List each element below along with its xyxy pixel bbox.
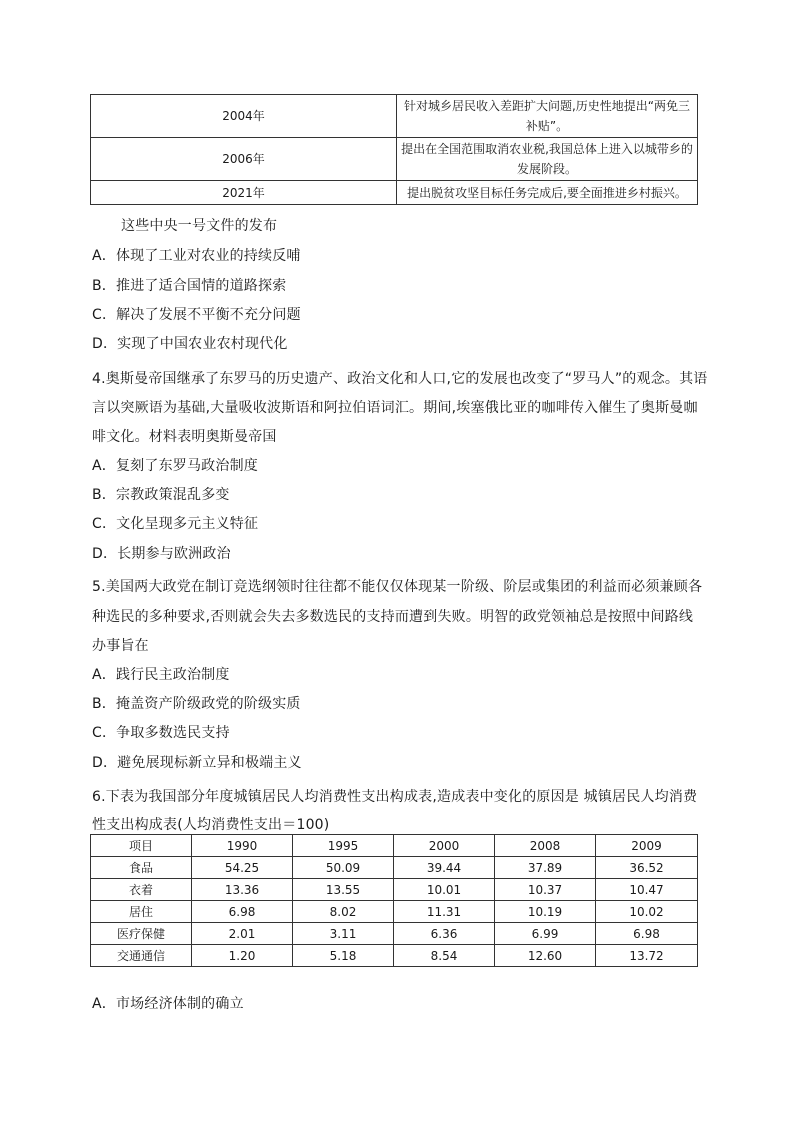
description-cell: 针对城乡居民收入差距扩大问题,历史性地提出“两免三补贴”。	[397, 95, 698, 138]
table-cell: 10.02	[596, 901, 698, 923]
q5-option-d: D．避免展现标新立异和极端主义	[92, 755, 302, 771]
table-cell: 食品	[91, 857, 192, 879]
table-cell: 10.19	[495, 901, 596, 923]
q5-stem-line: 种选民的多种要求,否则就会失去多数选民的支持而遭到失败。明智的政党领袖总是按照中间路线	[92, 609, 694, 625]
q3-option-c: C．解决了发展不平衡不充分问题	[92, 307, 301, 323]
q4-option-c: C．文化呈现多元主义特征	[92, 516, 259, 532]
table-cell: 50.09	[293, 857, 394, 879]
table-cell: 13.36	[192, 879, 293, 901]
table-cell: 6.98	[596, 923, 698, 945]
table-cell: 医疗保健	[91, 923, 192, 945]
q4-stem-line: 言以突厥语为基础,大量吸收波斯语和阿拉伯语词汇。期间,埃塞俄比亚的咖啡传入催生了奥斯曼咖	[92, 400, 698, 416]
header-cell: 1995	[293, 835, 394, 857]
q4-stem-line: 啡文化。材料表明奥斯曼帝国	[92, 429, 277, 445]
table-cell: 3.11	[293, 923, 394, 945]
year-cell: 2004年	[91, 95, 397, 138]
table-cell: 2.01	[192, 923, 293, 945]
q4-option-b: B．宗教政策混乱多变	[92, 487, 230, 503]
header-cell: 项目	[91, 835, 192, 857]
table-cell: 6.99	[495, 923, 596, 945]
table-header-row	[91, 835, 698, 857]
q5-option-c: C．争取多数选民支持	[92, 725, 230, 741]
q4-option-d: D．长期参与欧洲政治	[92, 546, 231, 562]
header-cell: 1990	[192, 835, 293, 857]
table-cell: 10.37	[495, 879, 596, 901]
table-cell: 39.44	[394, 857, 495, 879]
q6-stem-line: 6.下表为我国部分年度城镇居民人均消费性支出构成表,造成表中变化的原因是 城镇居民人均消费	[92, 789, 698, 805]
table-cell: 54.25	[192, 857, 293, 879]
description-cell: 提出脱贫攻坚目标任务完成后,要全面推进乡村振兴。	[397, 181, 698, 205]
table-row	[91, 95, 698, 138]
table-cell: 8.54	[394, 945, 495, 967]
header-cell: 2000	[394, 835, 495, 857]
table-cell: 居住	[91, 901, 192, 923]
year-cell: 2021年	[91, 181, 397, 205]
q3-option-d: D．实现了中国农业农村现代化	[92, 336, 288, 352]
table-cell: 37.89	[495, 857, 596, 879]
policy-timeline-table	[90, 94, 698, 205]
question-3-stem: 这些中央一号文件的发布	[121, 218, 278, 234]
q5-option-a: A．践行民主政治制度	[92, 667, 230, 683]
description-cell: 提出在全国范围取消农业税,我国总体上进入以城带乡的发展阶段。	[397, 138, 698, 181]
q5-stem-line: 办事旨在	[92, 638, 149, 654]
table-cell: 6.98	[192, 901, 293, 923]
table-cell: 8.02	[293, 901, 394, 923]
consumption-table	[90, 834, 698, 967]
table-cell: 13.55	[293, 879, 394, 901]
table-cell: 衣着	[91, 879, 192, 901]
table-row	[91, 857, 698, 879]
table-row	[91, 879, 698, 901]
table-cell: 36.52	[596, 857, 698, 879]
table-cell: 10.47	[596, 879, 698, 901]
table-row	[91, 923, 698, 945]
year-cell: 2006年	[91, 138, 397, 181]
q5-option-b: B．掩盖资产阶级政党的阶级实质	[92, 696, 301, 712]
q5-stem-line: 5.美国两大政党在制订竞选纲领时往往都不能仅仅体现某一阶级、阶层或集团的利益而必须兼顾各	[92, 579, 703, 595]
header-cell: 2008	[495, 835, 596, 857]
table-row	[91, 945, 698, 967]
q3-option-b: B．推进了适合国情的道路探索	[92, 278, 287, 294]
table-row	[91, 138, 698, 181]
table-cell: 交通通信	[91, 945, 192, 967]
q6-option-a: A．市场经济体制的确立	[92, 996, 244, 1012]
q4-stem-line: 4.奥斯曼帝国继承了东罗马的历史遗产、政治文化和人口,它的发展也改变了“罗马人”的观念。其语	[92, 371, 708, 387]
table-row	[91, 901, 698, 923]
table-cell: 1.20	[192, 945, 293, 967]
table-cell: 12.60	[495, 945, 596, 967]
table-cell: 13.72	[596, 945, 698, 967]
q4-option-a: A．复刻了东罗马政治制度	[92, 458, 258, 474]
table-row	[91, 181, 698, 205]
table-cell: 11.31	[394, 901, 495, 923]
q6-stem-line: 性支出构成表(人均消费性支出＝100)	[92, 817, 330, 833]
table-cell: 10.01	[394, 879, 495, 901]
q3-option-a: A．体现了工业对农业的持续反哺	[92, 248, 301, 264]
table-cell: 6.36	[394, 923, 495, 945]
table-cell: 5.18	[293, 945, 394, 967]
header-cell: 2009	[596, 835, 698, 857]
